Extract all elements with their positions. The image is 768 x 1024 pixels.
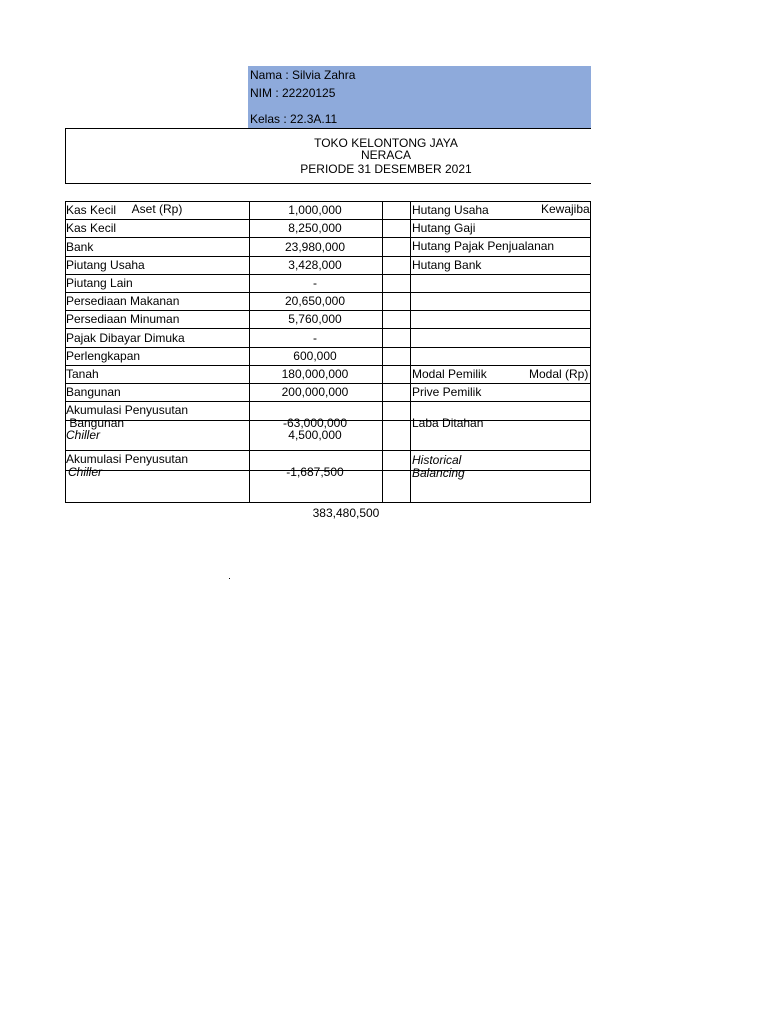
asset-label-continued: Chiller (68, 465, 103, 479)
asset-value: 5,760,000 (288, 312, 342, 326)
table-column-line (410, 201, 411, 502)
liabilities-header: Kewajiba (541, 202, 590, 216)
asset-value: 23,980,000 (284, 240, 346, 254)
assets-header: Aset (Rp) (131, 202, 183, 216)
historical-balancing-label: Historical (412, 453, 462, 467)
asset-value: -1,687,500 (286, 465, 344, 479)
historical-balancing-label-continued: Balancing (412, 466, 465, 480)
asset-label: Piutang Lain (66, 276, 133, 290)
table-rule (65, 401, 591, 402)
table-rule (65, 347, 591, 348)
table-rule (65, 310, 591, 311)
report-period: PERIODE 31 DESEMBER 2021 (300, 162, 472, 176)
asset-label: Perlengkapan (66, 349, 141, 363)
liability-label: Hutang Bank (412, 258, 482, 272)
table-rule (65, 219, 591, 220)
liability-label: Hutang Gaji (412, 221, 476, 235)
asset-value: -63,000,000 (282, 416, 348, 430)
asset-label: Pajak Dibayar Dimuka (66, 331, 185, 345)
asset-label: Tanah (66, 367, 99, 381)
asset-value: 200,000,000 (281, 385, 349, 399)
table-rule (65, 237, 591, 238)
asset-label: Kas Kecil (66, 221, 117, 235)
stray-mark (229, 578, 230, 579)
asset-value: 4,500,000 (288, 428, 342, 442)
report-title: NERACA (360, 148, 411, 162)
asset-value: 20,650,000 (284, 294, 346, 308)
equity-label: Laba Ditahan (412, 416, 484, 430)
student-info-box (248, 66, 591, 128)
asset-label: Akumulasi Penyusutan (66, 452, 189, 466)
company-name: TOKO KELONTONG JAYA (314, 136, 458, 150)
asset-value: 8,250,000 (288, 221, 342, 235)
student-name: Nama : Silvia Zahra (250, 68, 356, 82)
equity-label: Modal Pemilik (412, 367, 487, 381)
table-column-line (590, 201, 591, 502)
table-rule (65, 450, 591, 451)
table-rule (65, 328, 591, 329)
table-rule (65, 274, 591, 275)
liability-label: Hutang Usaha (412, 203, 489, 217)
table-rule (65, 365, 591, 366)
asset-value: - (313, 331, 317, 345)
asset-value: 1,000,000 (288, 203, 342, 217)
asset-value: 180,000,000 (281, 367, 349, 381)
table-rule (65, 183, 591, 184)
asset-value: 3,428,000 (288, 258, 342, 272)
asset-label: Bangunan (66, 385, 121, 399)
liability-label: Hutang Pajak Penjualanan (412, 239, 555, 253)
table-rule (65, 292, 591, 293)
asset-label: Kas Kecil (66, 203, 117, 217)
equity-label: Prive Pemilik (412, 385, 482, 399)
table-rule (65, 383, 591, 384)
table-column-line (382, 201, 383, 502)
asset-value: 600,000 (293, 349, 337, 363)
asset-label-continued: Bangunan (66, 416, 125, 430)
asset-label: Bank (66, 240, 94, 254)
asset-label: Chiller (66, 428, 101, 442)
asset-label: Piutang Usaha (66, 258, 145, 272)
equity-header: Modal (Rp) (529, 367, 589, 381)
table-rule (65, 256, 591, 257)
asset-label: Persediaan Minuman (66, 312, 180, 326)
student-class: Kelas : 22.3A.11 (250, 112, 338, 126)
asset-label: Akumulasi Penyusutan (66, 403, 189, 417)
student-nim: NIM : 22220125 (250, 86, 336, 100)
table-rule (65, 502, 591, 503)
asset-value: - (313, 276, 317, 290)
asset-label: Persediaan Makanan (66, 294, 180, 308)
total-assets: 383,480,500 (312, 506, 380, 520)
